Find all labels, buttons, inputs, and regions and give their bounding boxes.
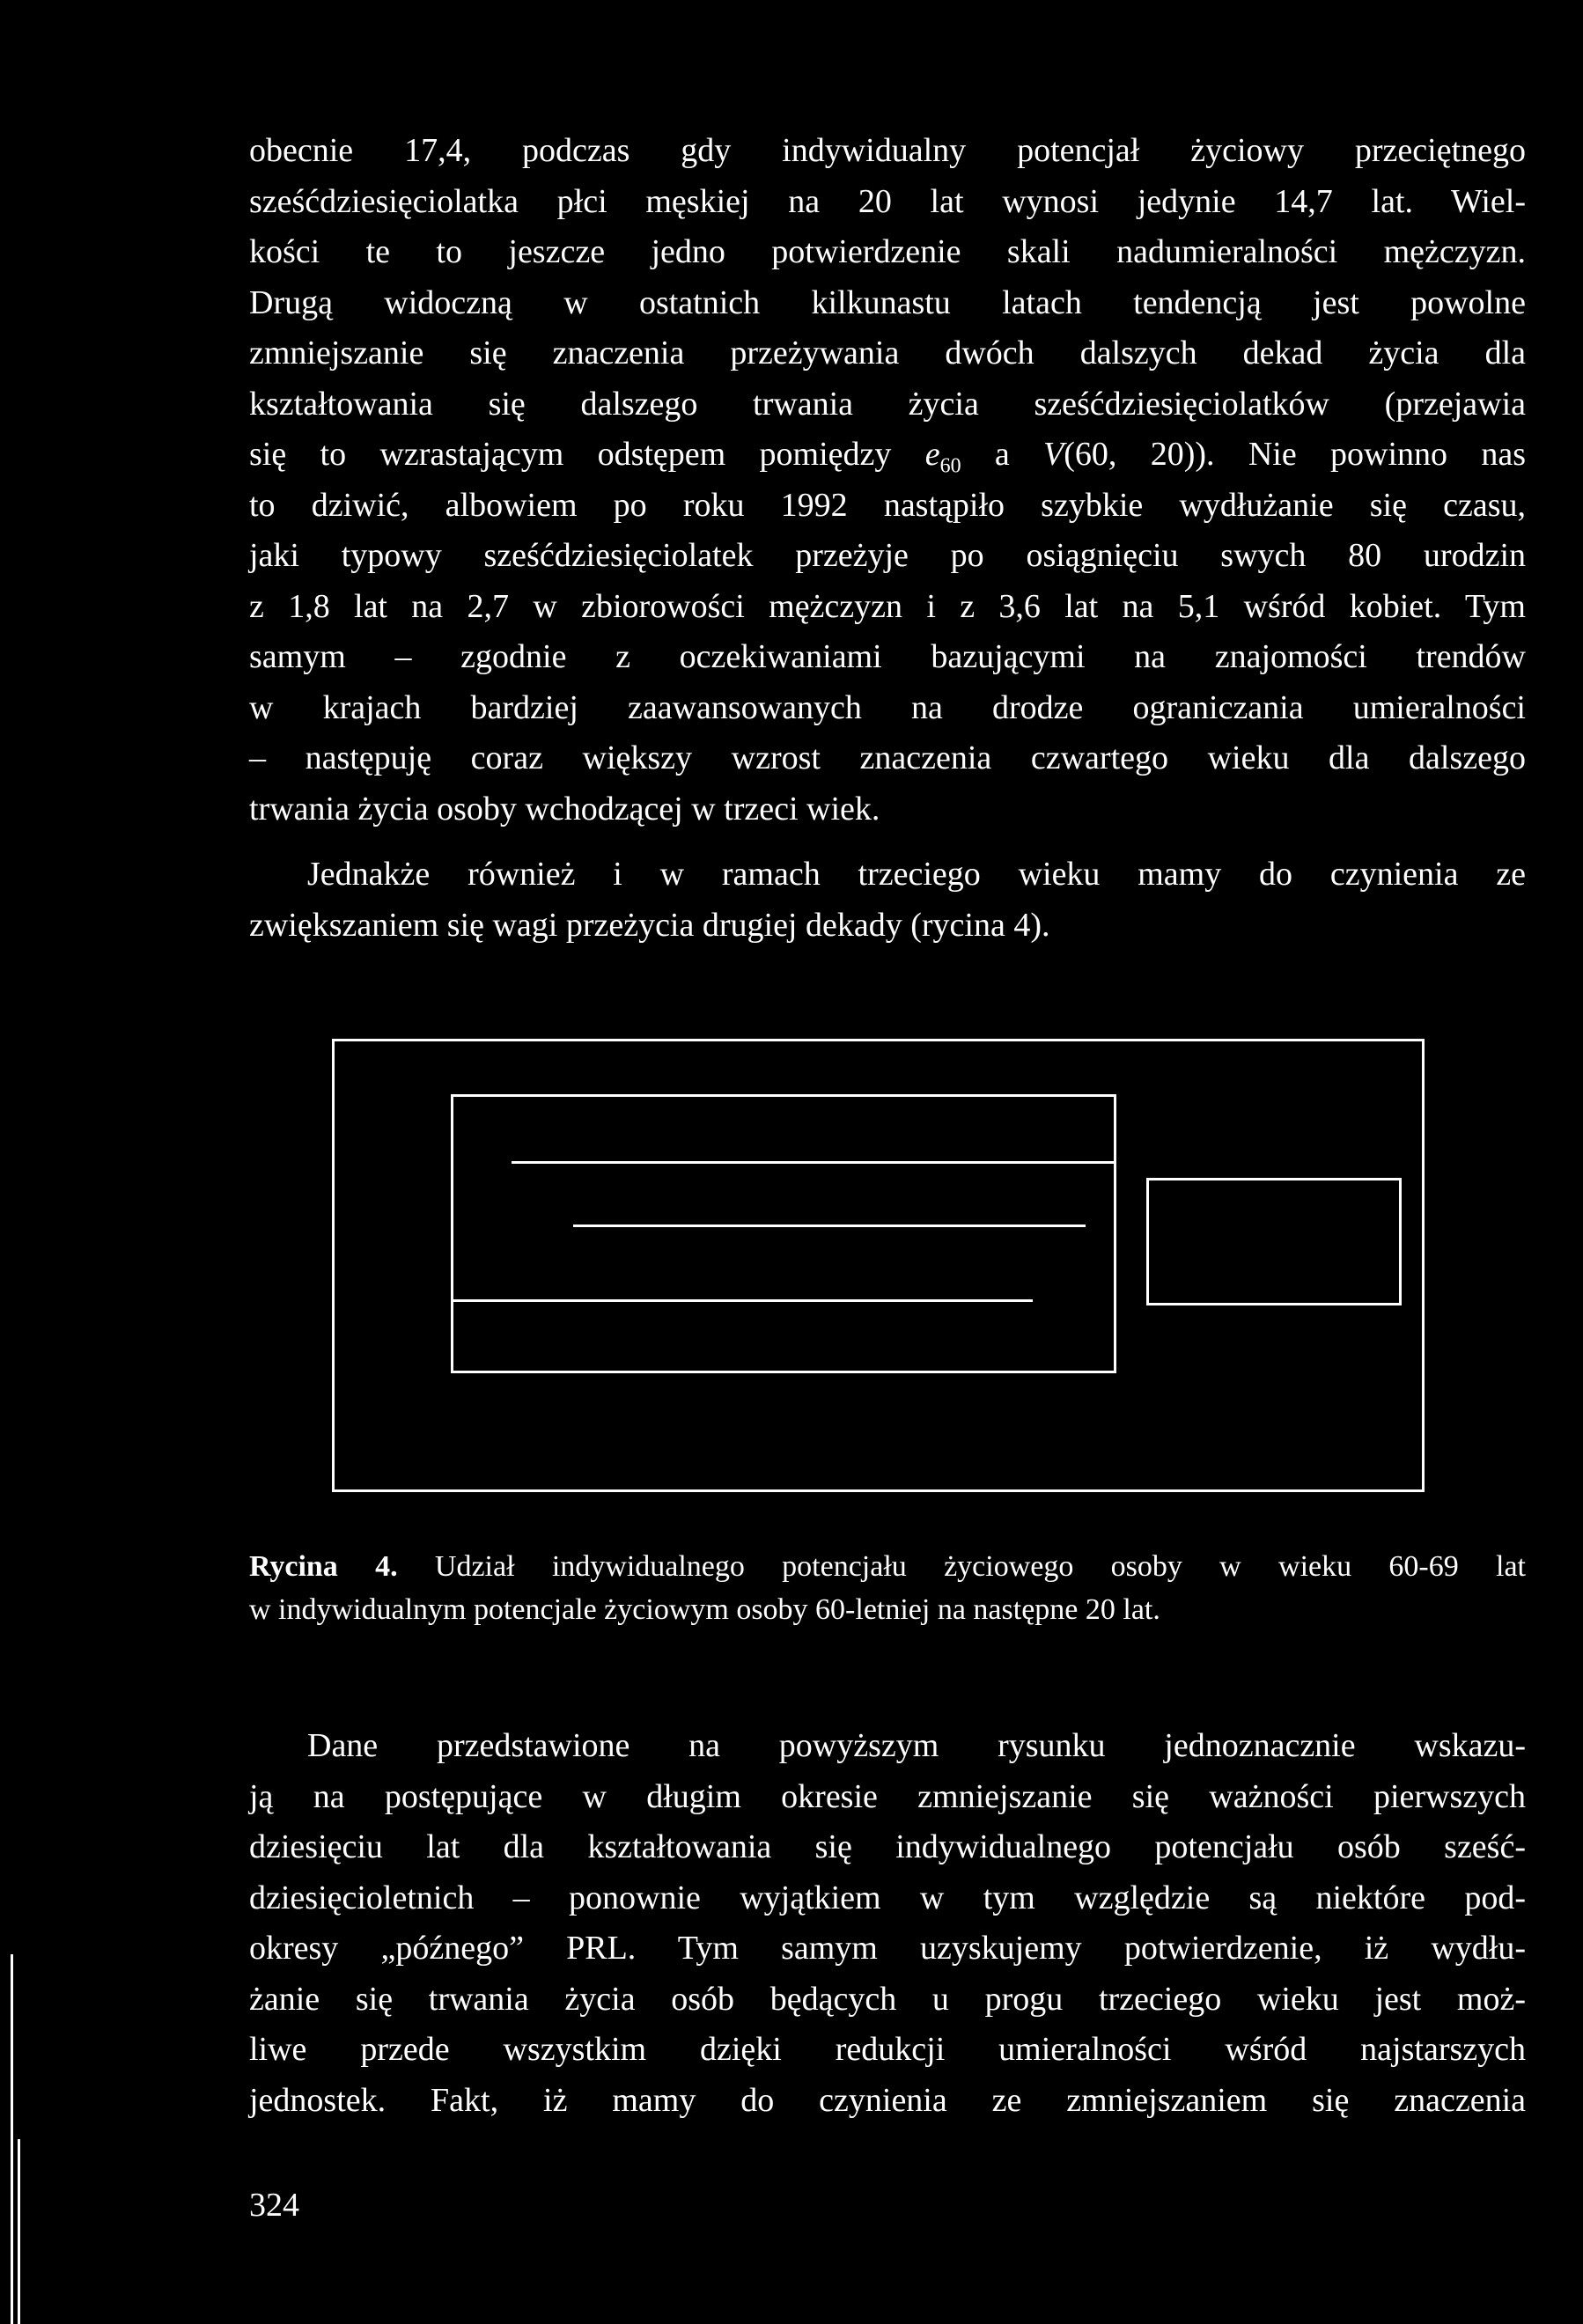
- page-number: 324: [249, 2187, 299, 2224]
- text-line: samym – zgodnie z oczekiwaniami bazującymi na znajomości trendów: [249, 638, 1526, 675]
- text-line: trwania życia osoby wchodzącej w trzeci wiek.: [249, 790, 880, 827]
- text-line: sześćdziesięciolatka płci męskiej na 20 lat wynosi jedynie 14,7 lat. Wiel-: [249, 182, 1526, 220]
- text-line: Jednakże również i w ramach trzeciego wieku mamy do czynienia ze: [307, 856, 1526, 893]
- paragraph-2: [249, 849, 1526, 951]
- figure-line: [573, 1225, 1086, 1227]
- text-line: okresy „późnego” PRL. Tym samym uzyskujemy potwierdzenie, iż wydłu-: [249, 1930, 1526, 1967]
- text-line: to dziwić, albowiem po roku 1992 nastąpiło szybkie wydłużanie się czasu,: [249, 486, 1526, 524]
- caption-line: w indywidualnym potencjale życiowym osoby 60-letniej na następne 20 lat.: [249, 1593, 1160, 1626]
- text-segment: a: [961, 436, 1044, 473]
- caption-text: Udział indywidualnego potencjału życiowego osoby w wieku 60-69 lat: [397, 1550, 1526, 1583]
- caption-label: Rycina 4.: [249, 1550, 398, 1583]
- text-line: żanie się trwania życia osób będących u progu trzeciego wieku jest moż-: [249, 1980, 1526, 2018]
- text-line: dziesięcioletnich – ponownie wyjątkiem w tym względzie są niektóre pod-: [249, 1879, 1526, 1916]
- scan-margin-line: [11, 1954, 13, 2324]
- figure-line: [451, 1299, 1033, 1302]
- text-line: zwiększaniem się wagi przeżycia drugiej dekady (rycina 4).: [249, 906, 1050, 944]
- text-segment: się to wzrastającym odstępem pomiędzy: [249, 436, 925, 473]
- text-line: ją na postępujące w długim okresie zmniejszanie się ważności pierwszych: [249, 1777, 1526, 1815]
- text-line: dziesięciu lat dla kształtowania się indywidualnego potencjału osób sześć-: [249, 1828, 1526, 1865]
- figure-inner-box-right: [1146, 1178, 1402, 1305]
- formula-symbol-e: e: [924, 436, 940, 473]
- formula-subscript: 60: [939, 454, 961, 478]
- text-line: Dane przedstawione na powyższym rysunku jednoznacznie wskazu-: [307, 1727, 1526, 1764]
- text-line: kości te to jeszcze jedno potwierdzenie skali nadumieralności mężczyzn.: [249, 233, 1526, 270]
- paragraph-3: [249, 1721, 1526, 2126]
- figure-caption: [249, 1545, 1526, 1631]
- text-line: – następuję coraz większy wzrost znaczenia czwartego wieku dla dalszego: [249, 739, 1526, 776]
- text-line-with-formula: [249, 430, 1526, 481]
- figure-frame: [332, 1039, 1425, 1492]
- text-line: w krajach bardziej zaawansowanych na drodze ograniczania umieralności: [249, 688, 1526, 726]
- figure-line: [512, 1161, 1116, 1164]
- caption-line: [249, 1545, 1526, 1588]
- text-line: Drugą widoczną w ostatnich kilkunastu latach tendencją jest powolne: [249, 283, 1526, 321]
- paragraph-1: [249, 126, 1526, 835]
- text-line: obecnie 17,4, podczas gdy indywidualny potencjał życiowy przeciętnego: [249, 132, 1526, 169]
- text-line: jaki typowy sześćdziesięciolatek przeżyje po osiągnięciu swych 80 urodzin: [249, 537, 1526, 574]
- text-line: liwe przede wszystkim dzięki redukcji umieralności wśród najstarszych: [249, 2031, 1526, 2068]
- scan-margin-line: [18, 2139, 20, 2324]
- text-line: z 1,8 lat na 2,7 w zbiorowości mężczyzn i z 3,6 lat na 5,1 wśród kobiet. Tym: [249, 587, 1526, 625]
- text-line: kształtowania się dalszego trwania życia sześćdziesięciolatków (przejawia: [249, 385, 1526, 423]
- text-line: zmniejszanie się znaczenia przeżywania dwóch dalszych dekad życia dla: [249, 335, 1526, 371]
- text-segment: (60, 20)). Nie powinno nas: [1064, 436, 1526, 473]
- formula-symbol-v: V: [1043, 436, 1064, 473]
- figure-inner-box-left: [451, 1094, 1116, 1373]
- text-line: jednostek. Fakt, iż mamy do czynienia ze zmniejszaniem się znaczenia: [249, 2081, 1526, 2119]
